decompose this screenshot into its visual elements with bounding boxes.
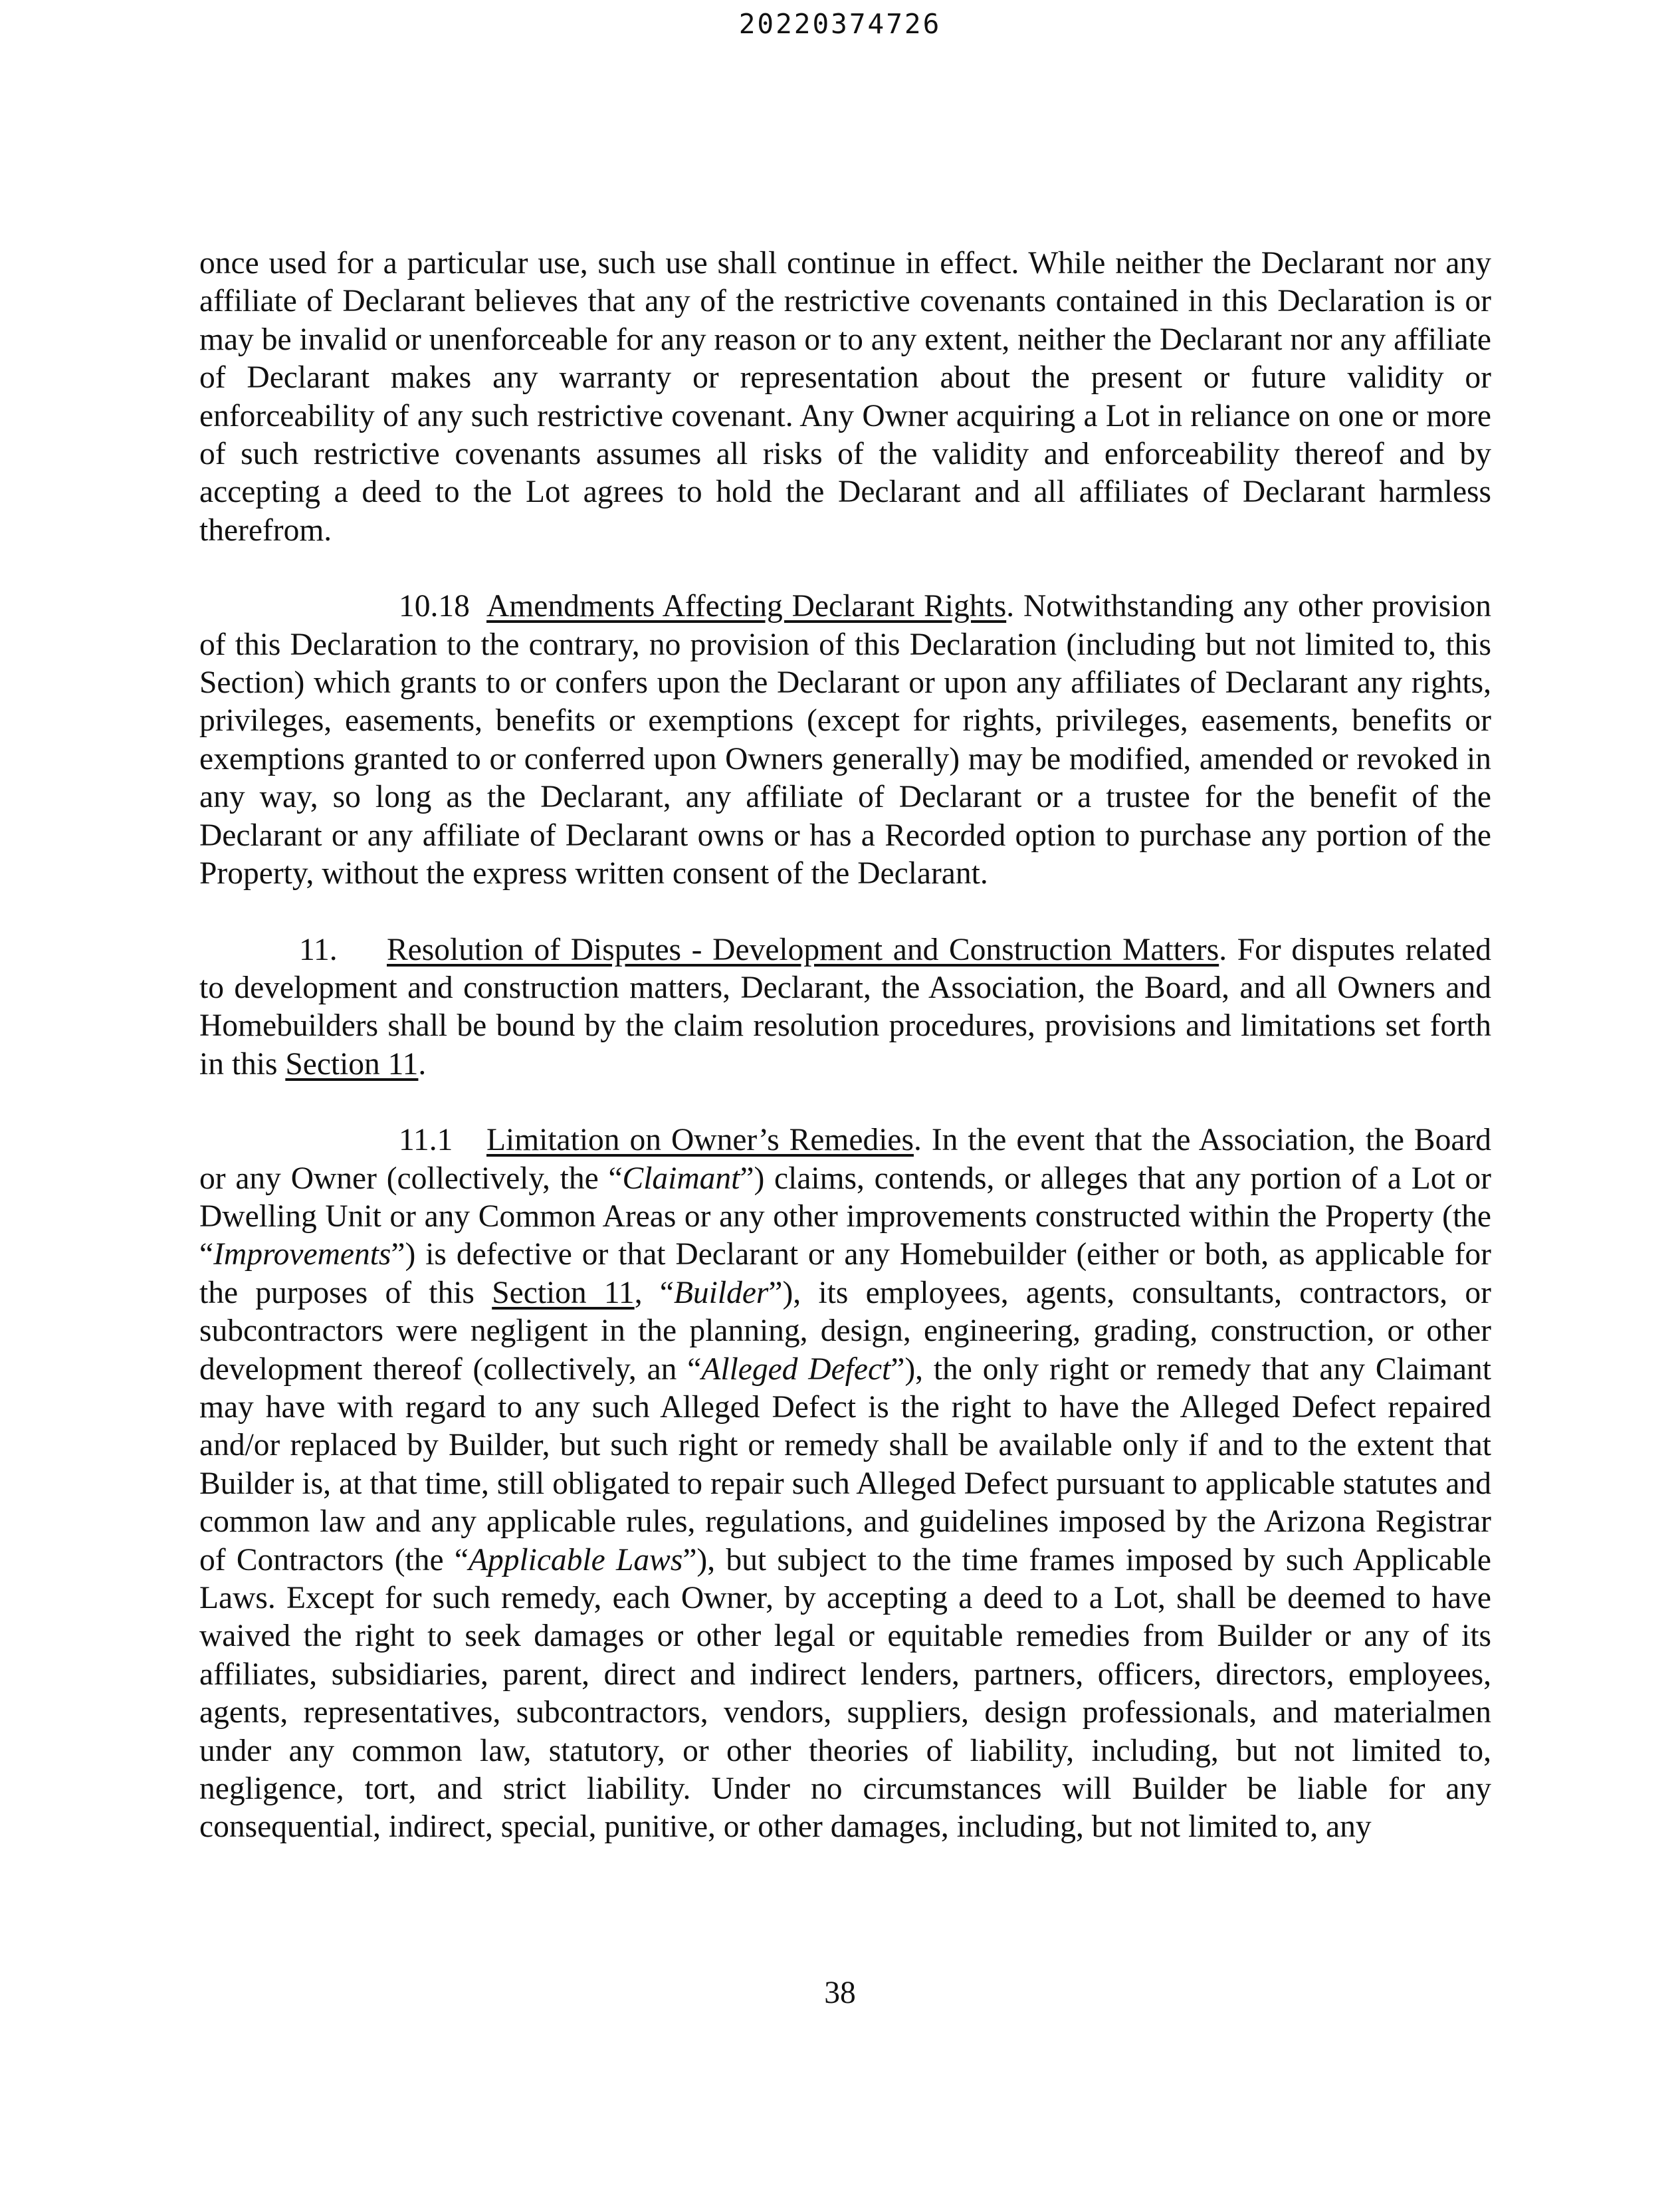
- section-text: . For disputes related to development and construction matters, Declarant, the Association, the Board, and all Owners and Homebuilders shall be bound by the claim resolution procedures, provisions and limitations set forth in this: [199, 932, 1491, 1082]
- section-heading: Resolution of Disputes - Development and Construction Matters: [387, 932, 1219, 967]
- section-reference: Section 11: [285, 1046, 419, 1082]
- defined-term-alleged-defect: Alleged Defect: [701, 1351, 891, 1387]
- defined-term-claimant: Claimant: [622, 1161, 740, 1196]
- section-text: ”), the only right or remedy that any Claimant may have with regard to any such Alleged Defect is the right to have the Alleged Defect repaired and/or replaced by Builder, but such right or remedy shall be available only if and to the extent that Builder is, at that time, still obligated to repair such Alleged Defect pursuant to applicable statutes and common law and any applicable rules, regulations, and guidelines imposed by the Arizona Registrar of Contractors (the “: [199, 1351, 1491, 1577]
- section-text: ”), its employees, agents, consultants, contractors, or subcontractors were negligent in the planning, design, engineering, grading, construction, or other development thereof (collectively, an “: [199, 1275, 1491, 1387]
- section-text-end: .: [418, 1046, 427, 1082]
- section-11-1: [199, 1121, 1491, 1847]
- section-11: [199, 931, 1491, 1084]
- document-body: [199, 245, 1491, 1885]
- defined-term-applicable-laws: Applicable Laws: [468, 1542, 683, 1577]
- document-number: 20220374726: [738, 8, 942, 40]
- section-text: ”) claims, contends, or alleges that any portion of a Lot or Dwelling Unit or any Common Areas or any other improvements constructed within the Property (the “: [199, 1161, 1491, 1272]
- section-number: 10.18: [399, 589, 470, 624]
- section-text: , “: [634, 1275, 674, 1310]
- section-text: ”), but subject to the time frames imposed by such Applicable Laws. Except for such remedy, each Owner, by accepting a deed to a Lot, shall be deemed to have waived the right to seek damages or other legal or equitable remedies from Builder or any of its affiliates, subsidiaries, parent, direct and indirect lenders, partners, officers, directors, employees, agents, representatives, subcontractors, vendors, suppliers, design professionals, and materialmen under any common law, statutory, or other theories of liability, including, but not limited to, negligence, tort, and strict liability. Under no circumstances will Builder be liable for any consequential, indirect, special, punitive, or other damages, including, but not limited to, any: [199, 1542, 1492, 1845]
- section-heading: Amendments Affecting Declarant Rights: [486, 589, 1007, 624]
- section-heading: Limitation on Owner’s Remedies: [486, 1123, 914, 1158]
- section-text: . Notwithstanding any other provision of this Declaration to the contrary, no provision of this Declaration (including but not limited to, this Section) which grants to or confers upon the Declarant or upon any affiliates of Declarant any rights, privileges, easements, benefits or exemptions (except for rights, privileges, easements, benefits or exemptions granted to or conferred upon Owners generally) may be modified, amended or revoked in any way, so long as the Declarant, any affiliate of Declarant or a trustee for the benefit of the Declarant or any affiliate of Declarant owns or has a Recorded option to purchase any portion of the Property, without the express written consent of the Declarant.: [199, 589, 1491, 891]
- section-text: . In the event that the Association, the Board or any Owner (collectively, the “: [199, 1123, 1491, 1196]
- section-text: ”) is defective or that Declarant or any Homebuilder (either or both, as applicable for the purposes of this: [199, 1237, 1491, 1310]
- section-number: 11.1: [399, 1123, 453, 1158]
- section-number: 11.: [299, 932, 338, 967]
- defined-term-builder: Builder: [673, 1275, 769, 1310]
- page-number: 38: [824, 1976, 856, 2010]
- section-reference: Section 11: [492, 1275, 635, 1310]
- defined-term-improvements: Improvements: [213, 1237, 391, 1272]
- section-10-18: [199, 588, 1491, 893]
- paragraph-continuation: once used for a particular use, such use shall continue in effect. While neither the Declarant nor any affiliate of Declarant believes that any of the restrictive covenants contained in this Declaration is or may be invalid or unenforceable for any reason or to any extent, neither the Declarant nor any affiliate of Declarant makes any warranty or representation about the present or future validity or enforceability of any such restrictive covenant. Any Owner acquiring a Lot in reliance on one or more of such restrictive covenants assumes all risks of the validity and enforceability thereof and by accepting a deed to the Lot agrees to hold the Declarant and all affiliates of Declarant harmless therefrom.: [199, 246, 1491, 548]
